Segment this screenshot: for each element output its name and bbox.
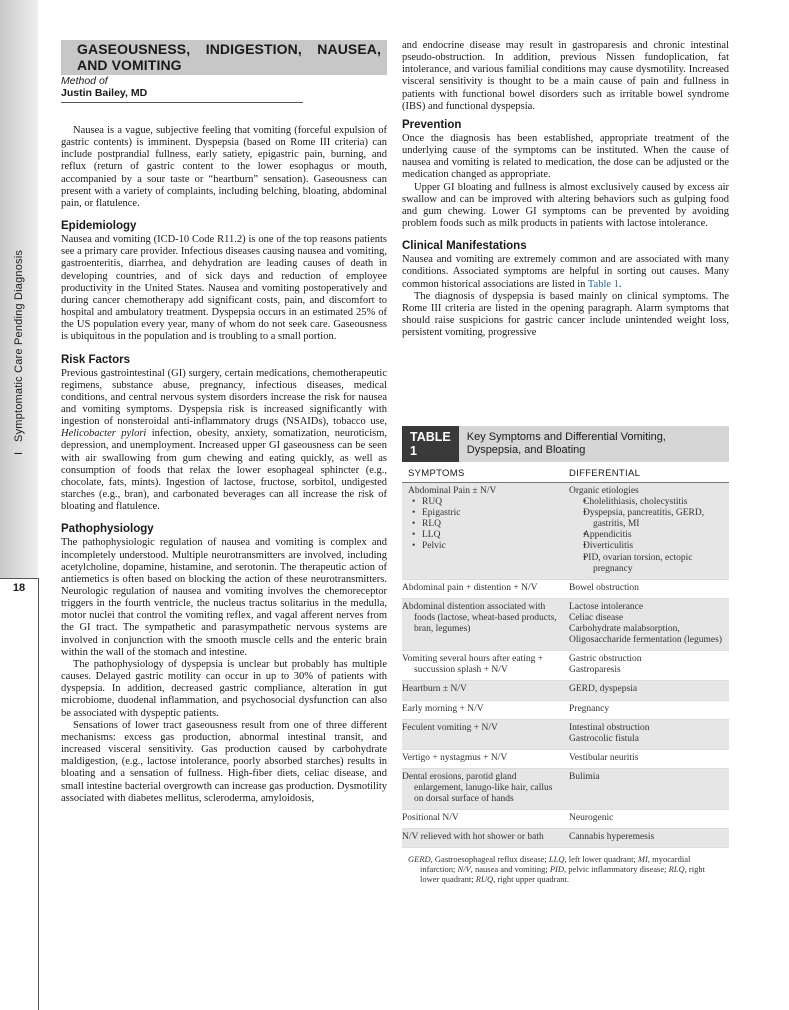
column-header-differential: DIFFERENTIAL [569,468,641,479]
symptom-cell: N/V relieved with hot shower or bath [402,832,544,843]
table-row [402,580,729,599]
symptom-cell: Abdominal distention associated with foods (lactose, wheat-based products, bran, legumes) [402,601,557,635]
prevention-paragraph-1: Once the diagnosis has been established, appropriate treatment of the underlying cause of the symptoms can be instituted. When the cause of nausea and vomiting is related to medication, the dose can be adjusted or the medication changed as appropriate. [402,132,729,181]
symptom-item: • RUQ [412,497,559,508]
symptom-cell: Dental erosions, parotid gland enlargement, lanugo-like hair, callus on dorsal surface of hands [402,771,553,805]
differential-item: • Appendicitis [573,530,725,541]
table-row [402,651,729,681]
table-1 [402,426,729,884]
method-label: Method of [61,75,108,87]
table-row [402,810,729,829]
clinical-paragraph-2: The diagnosis of dyspepsia is based mainly on clinical symptoms. The Rome III criteria are listed in the opening paragraph. Alarm symptoms that should raise suspicions for gastric cancer include unintended weight loss, persistent vomiting, progressive [402,290,729,339]
differential-cell: GERD, dyspepsia [569,684,638,695]
table-title: Key Symptoms and Differential Vomiting, Dyspepsia, and Bloating [466,431,666,456]
section-title: Symptomatic Care Pending Diagnosis [13,250,25,443]
table-label: TABLE 1 [402,426,459,462]
prevention-paragraph-2: Upper GI bloating and fullness is almost exclusively caused by excess air swallow and can be improved with altering behaviors such as gulping food and gum chewing. Lower GI symptoms can be prevented by avoiding problem foods such as milk products in patients with lactose intolerance. [402,181,729,230]
table-row [402,720,729,750]
differential-cell: Bulimia [569,771,600,782]
symptom-item: • LLQ [412,530,559,541]
author-name: Justin Bailey, MD [61,87,303,103]
table-row [402,829,729,848]
intro-paragraph: Nausea is a vague, subjective feeling that vomiting (forceful expulsion of gastric contents) is imminent. Dyspepsia (based on Rome III criteria) can include postprandial fullness, early satiety, epigastric pain, burning, and reflux (return of gastric content to the lower esophagus or mouth, accompanied by a sour taste or “heartburn” sensation). Gaseousness can present with a variety of complaints, including belching, bloating, abdominal pain, or flatulence. [61,125,387,209]
table-1-link[interactable]: Table 1 [587,278,619,290]
differential-item: • Cholelithiasis, cholecystitis [573,497,725,508]
differential-cell: Neurogenic [569,813,614,824]
right-column [402,40,729,339]
table-footnote: GERD, Gastroesophageal reflux disease; LLQ, left lower quadrant; MI, myocardial infarction; N/V, nausea and vomiting; PID, pelvic inflammatory disease; RLQ, right lower quadrant; RUQ, right upper quadrant. [408,854,705,885]
differential-cell: Bowel obstruction [569,582,639,593]
differential-cell: Cannabis hyperemesis [569,832,655,843]
table-header-bar [402,426,729,462]
differential-cell: Vestibular neuritis [569,752,639,763]
page-number: 18 [12,582,26,594]
differential-item: • Dyspepsia, pancreatitis, GERD, gastritis, MI [573,508,725,530]
prevention-heading: Prevention [402,118,462,131]
table-row [402,701,729,720]
differential-cell: Gastric obstruction Gastroparesis [569,654,642,676]
symptom-cell: Heartburn ± N/V [402,684,467,695]
symptom-item: • Epigastric [412,508,559,519]
article-title: GASEOUSNESS, INDIGESTION, NAUSEA, AND VOMITING [77,41,381,73]
clinical-paragraph-1: Nausea and vomiting are extremely common and are associated with many conditions. Associated symptoms are helpful in sorting out causes. Many common historical associations are listed in Table 1. [402,254,729,290]
differential-item: • Diverticulitis [573,541,725,552]
symptom-item: • RLQ [412,519,559,530]
table-row [402,681,729,700]
epidemiology-heading: Epidemiology [61,220,137,233]
risk-factors-heading: Risk Factors [61,353,131,366]
table-row [402,599,729,651]
column-header-symptoms: SYMPTOMS [408,468,465,479]
symptom-cell: Abdominal pain + distention + N/V [402,582,538,593]
epidemiology-paragraph: Nausea and vomiting (ICD-10 Code R11.2) is one of the top reasons patients see a primary care provider. Infectious diseases causing nausea and vomiting, gastroenteritis, diarrhea, and dehydration are leading causes of death in developing countries, and of sick days and reduction of employee productivity in the United States. Nausea and vomiting postoperatively and during cancer chemotherapy add significant costs, pain, and discomfort to hospital and ambulatory treatment. Dyspepsia occurs in an estimated 25% of the US population every year, many of whom do not seek care. Gaseousness is ubiquitous in the population and is troubling to a small portion. [61,234,387,343]
clinical-manifestations-heading: Clinical Manifestations [402,240,527,253]
running-section-title [3,250,35,570]
page-sidebar [0,0,38,1010]
differential-cell: Organic etiologies [569,486,639,496]
table-row [402,750,729,769]
symptom-cell: Vomiting several hours after eating + succussion splash + N/V [402,654,544,676]
symptom-cell: Feculent vomiting + N/V [402,722,498,733]
table-row [402,769,729,810]
pathophysiology-paragraph-3: Sensations of lower tract gaseousness result from one of three different mechanisms: excess gas production, abnormal intestinal transit, and increased visceral sensitivity. Gas production caused by carbohydrate maldigestion, (e.g., lactose intolerance, poorly absorbed starches) results in bloating and a sensation of fullness. High-fiber diets, celiac disease, and small intestine bacterial overgrowth can increase gas production. Dysmotility associated with diabetes mellitus, scleroderma, amyloidosis, [61,719,387,804]
sidebar-rule [0,578,38,579]
symptom-cell: Early morning + N/V [402,703,484,714]
pathophysiology-paragraph-1: The pathophysiologic regulation of nausea and vomiting is complex and incompletely understood. Multiple neurotransmitters are involved, including acetylcholine, dopamine, histamine, and serotonin. The therapeutic action of antiemetics is often based on blocking the action of these neurotransmitters. Neurologic regulation of nausea and vomiting involves the chemoreceptor triggers in the fourth ventricle, the nucleus tractus solitarius in the medulla, motor nuclei that control the vomiting reflex, and vagal afferent nerves from the GI tract. The sympathetic and parasympathetic nervous systems are involved in conjunction with the smooth muscle cells and the enteric brain within the wall of the stomach and intestine. [61,537,387,658]
pathophysiology-heading: Pathophysiology [61,523,154,536]
margin-rule [38,578,39,1010]
symptom-cell: Abdominal Pain ± N/V [408,486,497,496]
article-title-box [61,40,387,75]
differential-cell: Pregnancy [569,703,610,714]
symptom-cell: Positional N/V [402,813,459,824]
symptom-cell: Vertigo + nystagmus + N/V [402,752,508,763]
left-column [61,40,387,805]
symptom-item: • Pelvic [412,541,559,552]
differential-item: • PID, ovarian torsion, ectopic pregnancy [573,553,725,575]
table-column-headers [402,464,729,483]
continued-paragraph: and endocrine disease may result in gastroparesis and chronic intestinal pseudo-obstruction. In addition, previous Nissen fundoplication, fat intolerance, and various familial conditions may cause dysmotility. Increased visceral sensitivity is thought to be a main cause of pain and fullness in patients with functional bowel disorders such as irritable bowel syndrome (IBS) and functional dyspepsia. [402,40,729,112]
differential-cell: Intestinal obstruction Gastrocolic fistula [569,722,650,744]
risk-factors-paragraph: Previous gastrointestinal (GI) surgery, certain medications, chemotherapeutic regimens, substance abuse, pregnancy, infectious diseases, medical conditions, and central nervous system disorders increase the risk for nausea and vomiting symptoms. Dyspepsia risk is increased significantly with ingestion of nonsteroidal anti-inflammatory drugs (NSAIDs), tobacco use, Helicobacter pylori infection, obesity, anxiety, somatization, neuroticism, depression, and unemployment. Increased upper GI gaseousness can be seen with air swallowing from gum chewing and eating quickly, as well as consumption of foods that relax the lower esophageal sphincter (e.g., chocolate, fats, mints). Ingestion of lactose, fructose, sorbitol, undigested starches (e.g., bran), and carbonated beverages can all increase the risk of bloating and flatulence. [61,367,387,513]
table-row [402,483,729,580]
pathophysiology-paragraph-2: The pathophysiology of dyspepsia is unclear but probably has multiple causes. Delayed gastric motility can occur in up to 30% of patients with dyspepsia. In addition, decreased gastric compliance, alteration in gut microbiome, duodenal inflammation, and psychosocial dysfunction can also be associated with dyspeptic patients. [61,658,387,719]
section-number: I [13,451,25,456]
differential-cell: Lactose intolerance Celiac disease Carbohydrate malabsorption, Oligosaccharide fermentation (legumes) [569,601,722,646]
